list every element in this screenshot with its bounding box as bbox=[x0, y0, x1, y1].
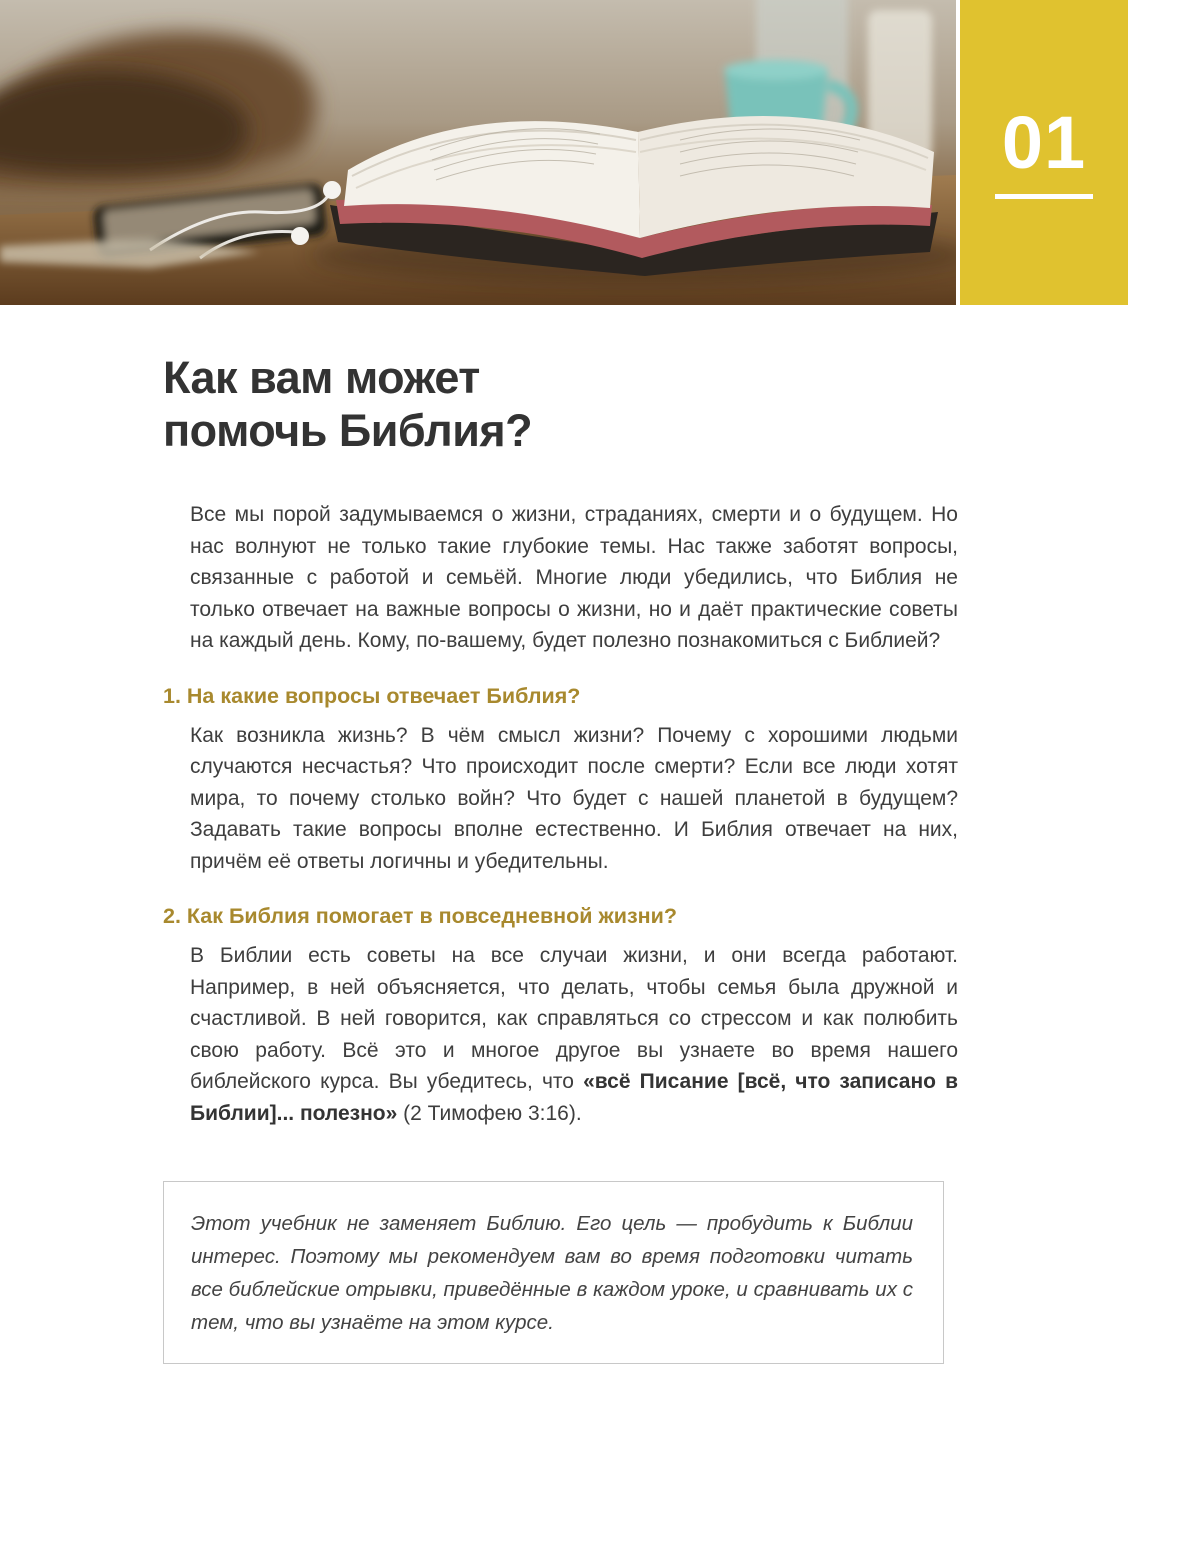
note-box bbox=[163, 1181, 944, 1364]
page-header bbox=[0, 0, 1200, 305]
section-2-heading: 2. Как Библия помогает в повседневной жизни? bbox=[163, 904, 677, 929]
lesson-number-underline bbox=[995, 194, 1093, 199]
lesson-number-badge bbox=[960, 0, 1128, 305]
scripture-reference: (2 Тимофею 3:16). bbox=[397, 1101, 582, 1125]
intro-paragraph: Все мы порой задумываемся о жизни, страданиях, смерти и о будущем. Но нас волнуют не только такие глубокие темы. Нас также заботят вопросы, связанные с работой и семьёй. Многие люди убедились, что Библия не только отвечает на важные вопросы о жизни, но и даёт практические советы на каждый день. Кому, по-вашему, будет полезно познакомиться с Библией? bbox=[190, 503, 958, 653]
page-title-line2: помочь Библия? bbox=[163, 404, 533, 456]
page-title bbox=[163, 352, 958, 457]
page-title-line1: Как вам может bbox=[163, 352, 480, 403]
header-photo-illustration bbox=[0, 0, 956, 305]
section-2-paragraph bbox=[190, 940, 958, 1129]
scripture-quote-bold: «всё Писание [всё, что записано в Библии]... полезно» bbox=[190, 1070, 958, 1125]
lesson-content bbox=[163, 305, 958, 1364]
lesson-number: 01 bbox=[1001, 101, 1087, 184]
note-text: Этот учебник не заменяет Библию. Его цель — пробудить к Библии интерес. Поэтому мы рекомендуем вам во время подготовки читать все библейские отрывки, приведённые в каждом уроке, и сравнивать их с тем, что вы узнаёте на этом курсе. bbox=[191, 1212, 913, 1334]
section-1-paragraph: Как возникла жизнь? В чём смысл жизни? Почему с хорошими людьми случаются несчастья? Что происходит после смерти? Если все люди хотят мира, то почему столько войн? Что будет с нашей планетой в будущем? Задавать такие вопросы вполне естественно. И Библия отвечает на них, причём её ответы логичны и убедительны. bbox=[190, 723, 958, 873]
header-photo bbox=[0, 0, 956, 305]
section-1-heading: 1. На какие вопросы отвечает Библия? bbox=[163, 683, 581, 708]
section-2-text: В Библии есть советы на все случаи жизни, и они всегда работают. Например, в ней объясняется, что делать, чтобы семья была дружной и счастливой. В ней говорится, как справляться со стрессом и как полюбить свою работу. Всё это и многое другое вы узнаете во время нашего библейского курса. Вы убедитесь, что bbox=[190, 944, 958, 1094]
